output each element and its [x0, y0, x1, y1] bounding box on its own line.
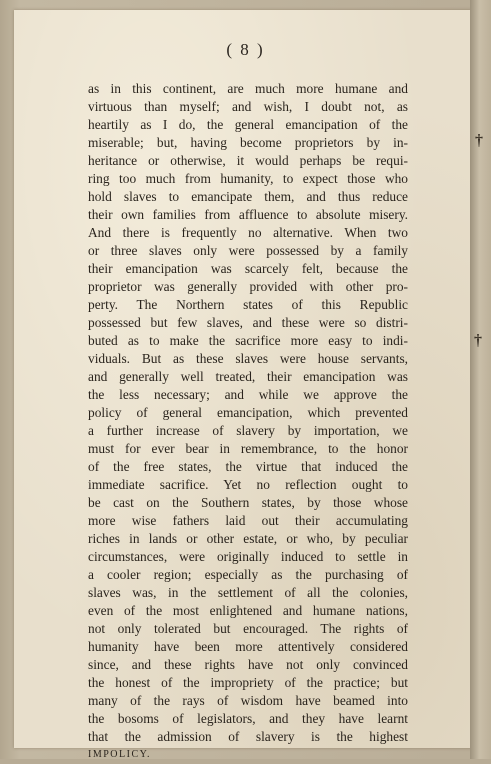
- text-line: hold slaves to emancipate them, and thus reduce: [88, 189, 408, 204]
- text-line: their own families from affluence to absolute misery.: [88, 207, 408, 222]
- adjacent-page-edge: [470, 0, 491, 759]
- text-line: slaves was, in the settlement of all the colonies,: [88, 585, 408, 600]
- text-line: a further increase of slavery by importation, we: [88, 423, 408, 438]
- text-line: humanity have been more attentively considered: [88, 639, 408, 654]
- text-line: their emancipation was scarcely felt, because the: [88, 261, 408, 276]
- text-line: virtuous than myself; and wish, I doubt not, as: [88, 99, 408, 114]
- bookmark-tab-icon: †: [475, 132, 483, 149]
- text-line: miserable; but, having become proprietors by in-: [88, 135, 408, 150]
- text-line: the honest of the impropriety of the practice; but: [88, 675, 408, 690]
- text-line: viduals. But as these slaves were house servants,: [88, 351, 408, 366]
- text-line: and generally well treated, their emancipation was: [88, 369, 408, 384]
- text-line: riches in lands or other estate, or who, by peculiar: [88, 531, 408, 546]
- text-line: or three slaves only were possessed by a family: [88, 243, 408, 258]
- text-line: even of the most enlightened and humane nations,: [88, 603, 408, 618]
- text-line: since, and these rights have not only convinced: [88, 657, 408, 672]
- text-line: possessed but few slaves, and these were so distri-: [88, 315, 408, 330]
- text-line: the less necessary; and while we approve the: [88, 387, 408, 402]
- text-line: heritance or otherwise, it would perhaps be requi-: [88, 153, 408, 168]
- text-line: proprietor was generally provided with other pro-: [88, 279, 408, 294]
- bookmark-tab-icon: †: [474, 332, 482, 349]
- text-line: as in this continent, are much more humane and: [88, 81, 408, 96]
- text-line: of the free states, the virtue that induced the: [88, 459, 408, 474]
- text-line: not only tolerated but encouraged. The rights of: [88, 621, 408, 636]
- text-line: a cooler region; especially as the purchasing of: [88, 567, 408, 582]
- text-line: immediate sacrifice. Yet no reflection ought to: [88, 477, 408, 492]
- text-line: perty. The Northern states of this Republic: [88, 297, 408, 312]
- page-body-text: [88, 80, 408, 764]
- text-line: be cast on the Southern states, by those whose: [88, 495, 408, 510]
- text-line: And there is frequently no alternative. When two: [88, 225, 408, 240]
- text-line: buted as to make the sacrifice more easy to indi-: [88, 333, 408, 348]
- text-line: IMPOLICY.: [88, 749, 152, 760]
- page-number: ( 8 ): [226, 40, 265, 59]
- text-line: heartily as I do, the general emancipation of the: [88, 117, 408, 132]
- text-line: circumstances, were originally induced to settle in: [88, 549, 408, 564]
- text-line: must for ever bear in remembrance, to the honor: [88, 441, 408, 456]
- text-line: policy of general emancipation, which prevented: [88, 405, 408, 420]
- text-line: many of the rays of wisdom have beamed into: [88, 693, 408, 708]
- text-line: more wise fathers laid out their accumulating: [88, 513, 408, 528]
- text-line: that the admission of slavery is the highest: [88, 729, 408, 744]
- text-line: the bosoms of legislators, and they have learnt: [88, 711, 408, 726]
- text-line: ring too much from humanity, to expect those who: [88, 171, 408, 186]
